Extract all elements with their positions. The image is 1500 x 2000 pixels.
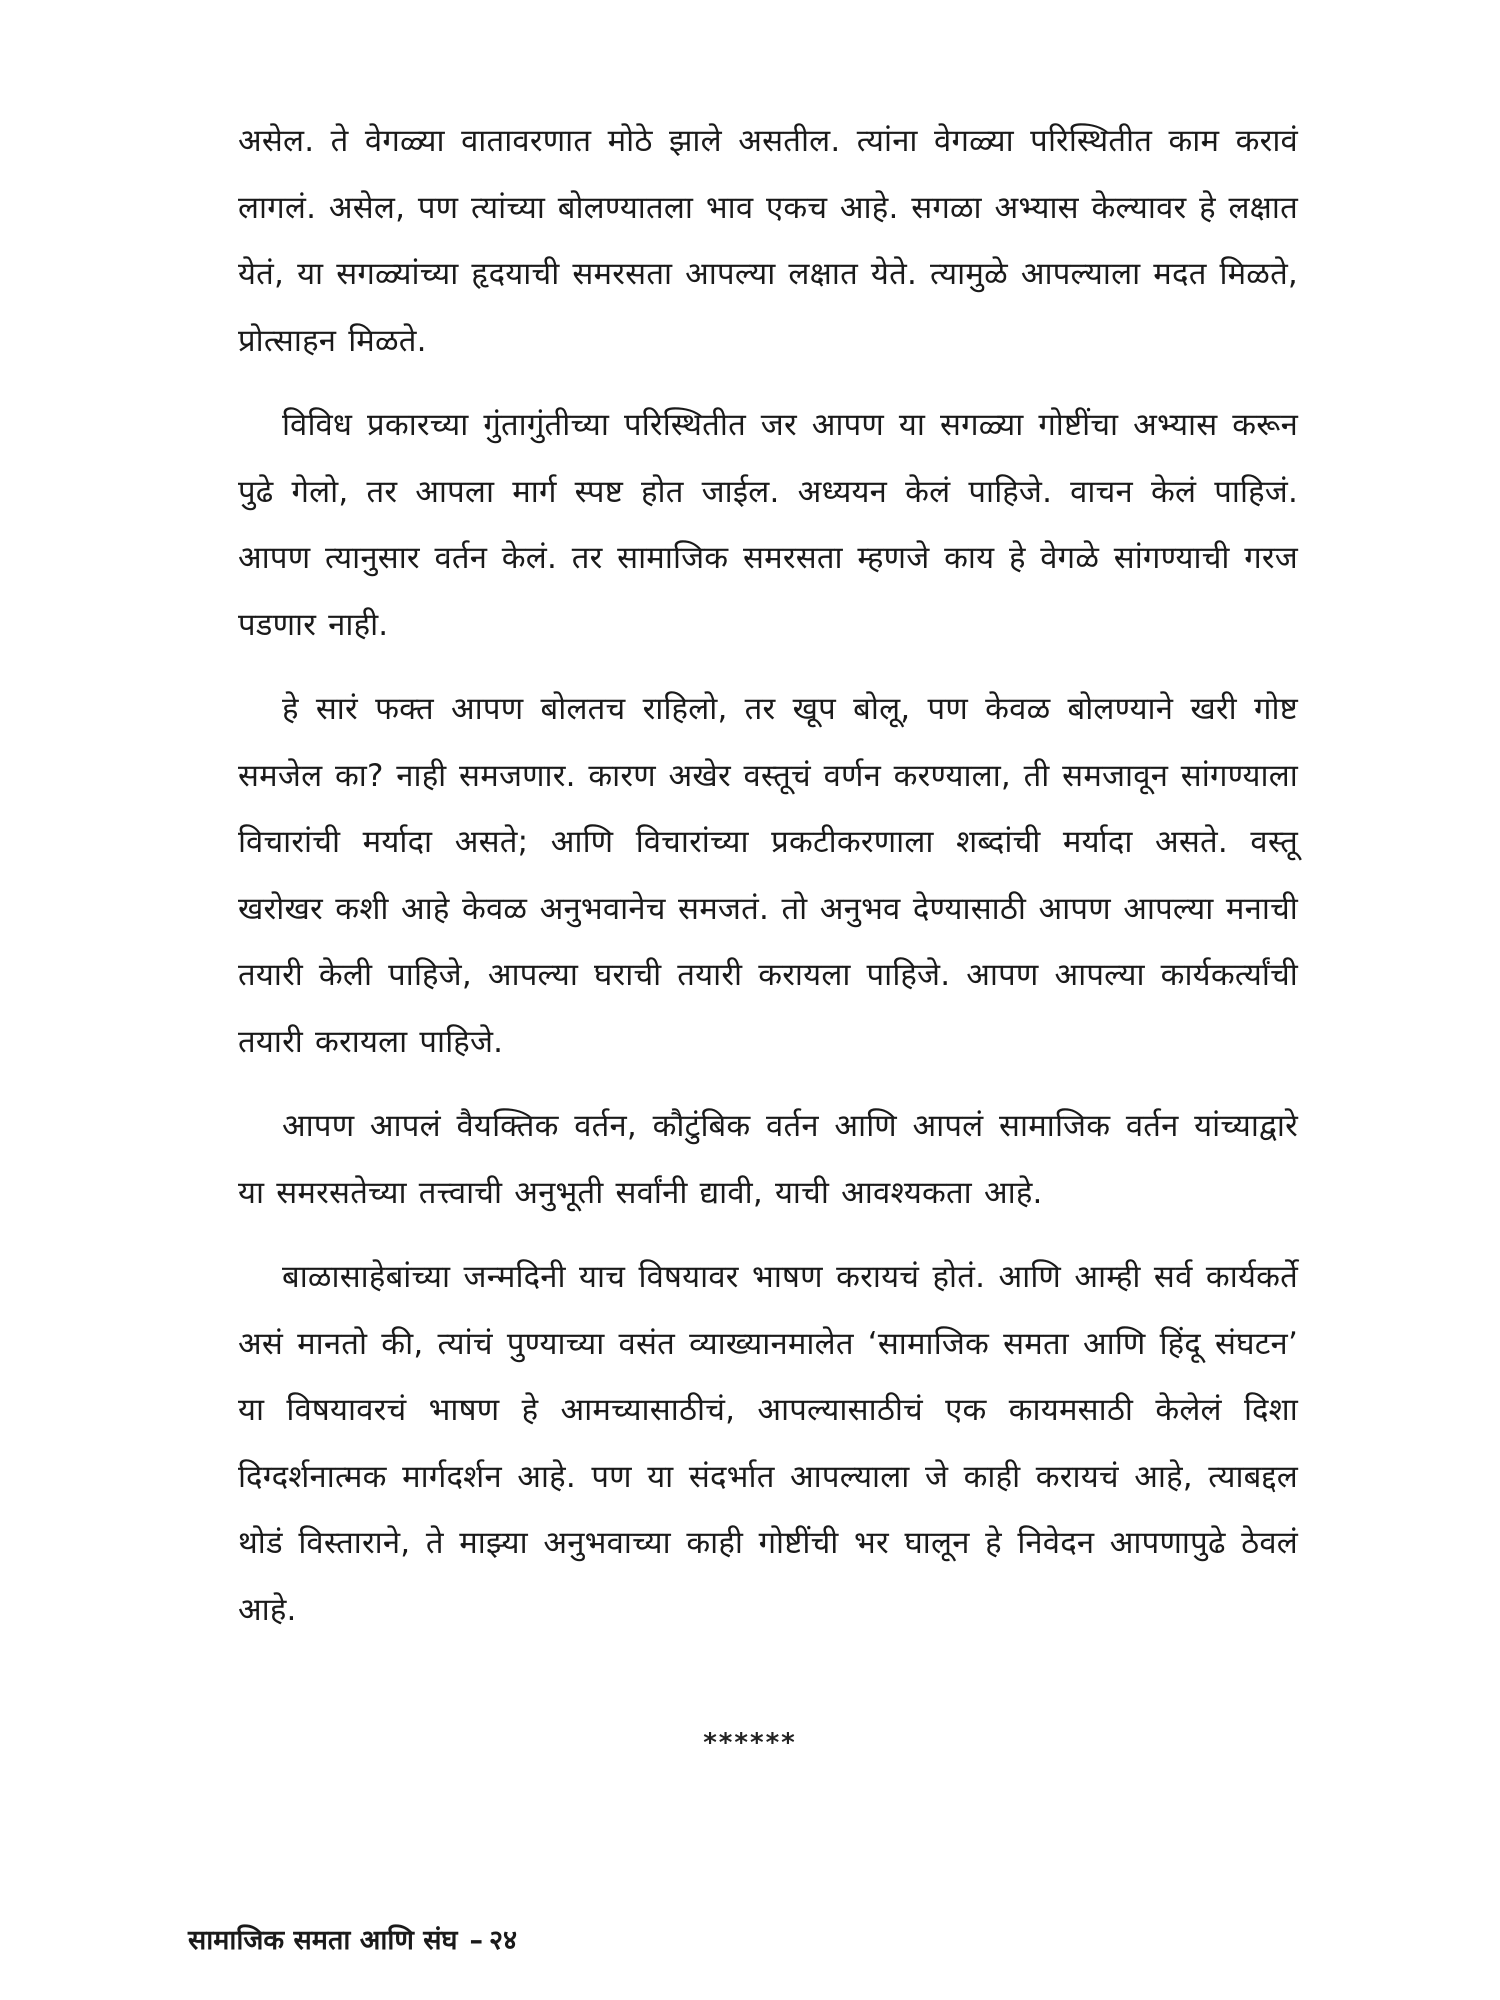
paragraph-2: विविध प्रकारच्या गुंतागुंतीच्या परिस्थितीत जर आपण या सगळ्या गोष्टींचा अभ्यास करून पुढे गेलो, तर आपला मार्ग स्पष्ट होत जाईल. अध्ययन केलं पाहिजे. वाचन केलं पाहिजं. आपण त्यानुसार वर्तन केलं. तर सामाजिक समरसता म्हणजे काय हे वेगळे सांगण्याची गरज पडणार नाही. [238, 407, 1298, 643]
footer-dash: – [469, 1925, 483, 1956]
paragraph-1: असेल. ते वेगळ्या वातावरणात मोठे झाले असतील. त्यांना वेगळ्या परिस्थितीत काम करावं लागलं. असेल, पण त्यांच्या बोलण्यातला भाव एकच आहे. सगळा अभ्यास केल्यावर हे लक्षात येतं, या सगळ्यांच्या हृदयाची समरसता आपल्या लक्षात येते. त्यामुळे आपल्याला मदत मिळते, प्रोत्साहन मिळते. [238, 123, 1298, 359]
footer-book-title: सामाजिक समता आणि संघ [188, 1925, 458, 1956]
paragraph-5: बाळासाहेबांच्या जन्मदिनी याच विषयावर भाषण करायचं होतं. आणि आम्ही सर्व कार्यकर्ते असं मानतो की, त्यांचं पुण्याच्या वसंत व्याख्यानमालेत ‘सामाजिक समता आणि हिंदू संघटन’ या विषयावरचं भाषण हे आमच्यासाठीचं, आपल्यासाठीचं एक कायमसाठी केलेलं दिशा दिग्दर्शनात्मक मार्गदर्शन आहे. पण या संदर्भात आपल्याला जे काही करायचं आहे, त्याबद्दल थोडं विस्ताराने, ते माझ्या अनुभवाच्या काही गोष्टींची भर घालून हे निवेदन आपणापुढे ठेवलं आहे. [238, 1259, 1298, 1628]
paragraph-4: आपण आपलं वैयक्तिक वर्तन, कौटुंबिक वर्तन आणि आपलं सामाजिक वर्तन यांच्याद्वारे या समरसतेच्या तत्त्वाची अनुभूती सर्वांनी द्यावी, याची आवश्यकता आहे. [238, 1108, 1298, 1211]
body-text [238, 108, 1298, 1661]
footer-page-number: २४ [488, 1925, 518, 1956]
page-footer [188, 1920, 517, 1957]
section-separator: ****** [703, 1728, 797, 1758]
paragraph-3: हे सारं फक्त आपण बोलतच राहिलो, तर खूप बोलू, पण केवळ बोलण्याने खरी गोष्ट समजेल का? नाही समजणार. कारण अखेर वस्तूचं वर्णन करण्याला, ती समजावून सांगण्याला विचारांची मर्यादा असते; आणि विचारांच्या प्रकटीकरणाला शब्दांची मर्यादा असते. वस्तू खरोखर कशी आहे केवळ अनुभवानेच समजतं. तो अनुभव देण्यासाठी आपण आपल्या मनाची तयारी केली पाहिजे, आपल्या घराची तयारी करायला पाहिजे. आपण आपल्या कार्यकर्त्यांची तयारी करायला पाहिजे. [238, 691, 1298, 1060]
